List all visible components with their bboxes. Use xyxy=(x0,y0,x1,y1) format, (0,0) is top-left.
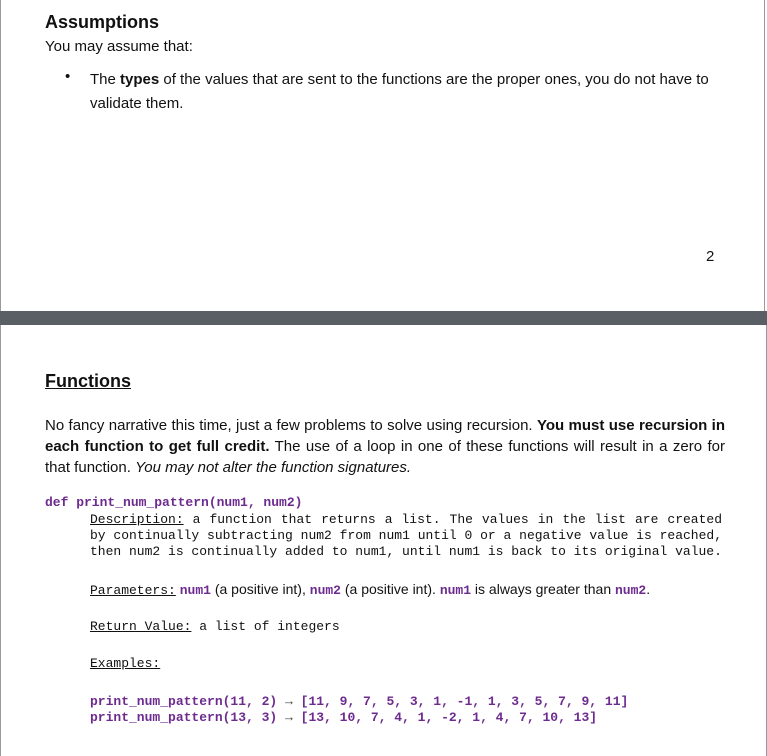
examples-label: Examples: xyxy=(90,656,161,671)
function-description: Description: a function that returns a list. The values in the list are created by continually subtracting num2 from num1 until 0 or a negative value is reached, then num2 is continually added to num1, until num1 is back to its original value. xyxy=(90,512,722,559)
return-label: Return Value: xyxy=(90,619,192,634)
parameters-label: Parameters: xyxy=(90,583,176,598)
functions-paragraph: No fancy narrative this time, just a few problems to solve using recursion. You must use recursion in each function to get full credit. The use of a loop in one of these functions will result in a zero for that function. You may not alter the function signatures. xyxy=(45,417,726,476)
function-return-value: Return Value: a list of integers xyxy=(90,619,340,634)
arrow-icon: → xyxy=(277,710,301,725)
page-number: 2 xyxy=(706,248,715,265)
functions-heading: Functions xyxy=(45,371,131,391)
example-line: print_num_pattern(13, 3) → [13, 10, 7, 4, 1, -2, 1, 4, 7, 10, 13] xyxy=(90,710,598,725)
function-parameters: Parameters: num1 (a positive int), num2 (a positive int). num1 is always greater than num2. xyxy=(90,581,651,598)
example-line: print_num_pattern(11, 2) → [11, 9, 7, 5, 3, 1, -1, 1, 3, 5, 7, 9, 11] xyxy=(90,694,629,709)
bullet-dot-icon: • xyxy=(65,68,71,85)
page-divider xyxy=(0,311,767,325)
assumption-bullet: The types of the values that are sent to the functions are the proper ones, you do not have to validate them. xyxy=(90,71,709,112)
description-label: Description: xyxy=(90,512,184,527)
arrow-icon: → xyxy=(277,694,301,709)
function-signature: def print_num_pattern(num1, num2) xyxy=(45,495,303,510)
page-2 xyxy=(0,325,767,756)
assumptions-intro: You may assume that: xyxy=(45,38,193,55)
page-1 xyxy=(0,0,765,311)
assumptions-heading: Assumptions xyxy=(45,12,160,32)
